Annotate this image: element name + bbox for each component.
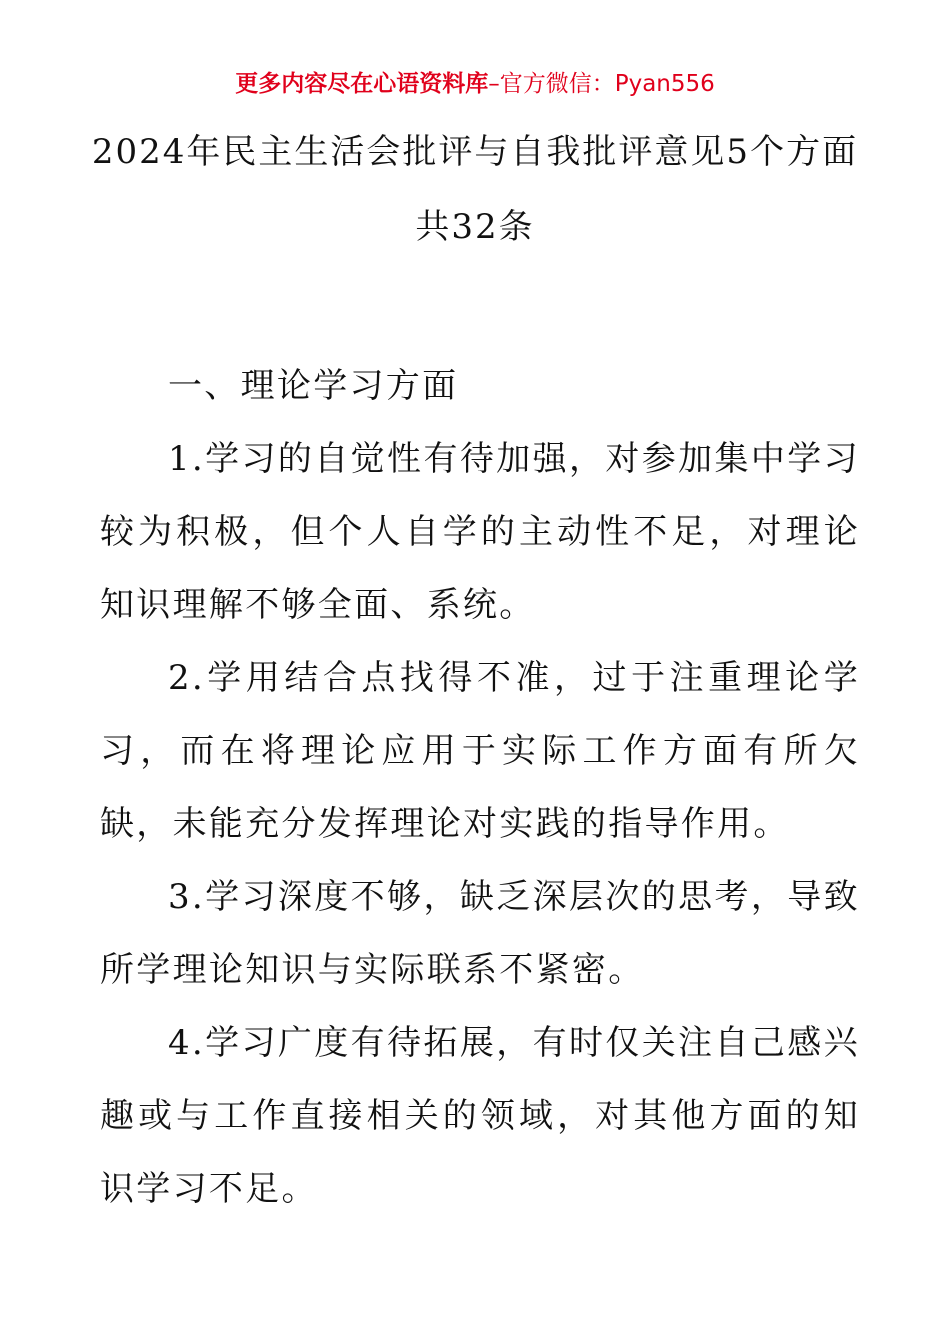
document-title-line-1: 2024年民主生活会批评与自我批评意见5个方面 — [91, 132, 859, 172]
document-title-line-2: 共32条 — [415, 207, 535, 247]
banner-text-library: 更多内容尽在心语资料库 — [235, 70, 489, 97]
document-body — [100, 350, 860, 1226]
banner-wechat-id: Pyan556 — [614, 71, 715, 97]
banner-text-wechat-label: –官方微信： — [488, 71, 615, 97]
promo-banner — [0, 68, 950, 100]
list-item: 4.学习广度有待拓展，有时仅关注自己感兴趣或与工作直接相关的领域，对其他方面的知识学习不足。 — [100, 1023, 860, 1209]
list-item: 3.学习深度不够，缺乏深层次的思考，导致所学理论知识与实际联系不紧密。 — [100, 877, 860, 990]
list-item: 1.学习的自觉性有待加强，对参加集中学习较为积极，但个人自学的主动性不足，对理论知识理解不够全面、系统。 — [100, 439, 860, 625]
list-item: 2.学用结合点找得不准，过于注重理论学习，而在将理论应用于实际工作方面有所欠缺，未能充分发挥理论对实践的指导作用。 — [100, 658, 860, 844]
section-heading: 一、理论学习方面 — [168, 366, 459, 406]
